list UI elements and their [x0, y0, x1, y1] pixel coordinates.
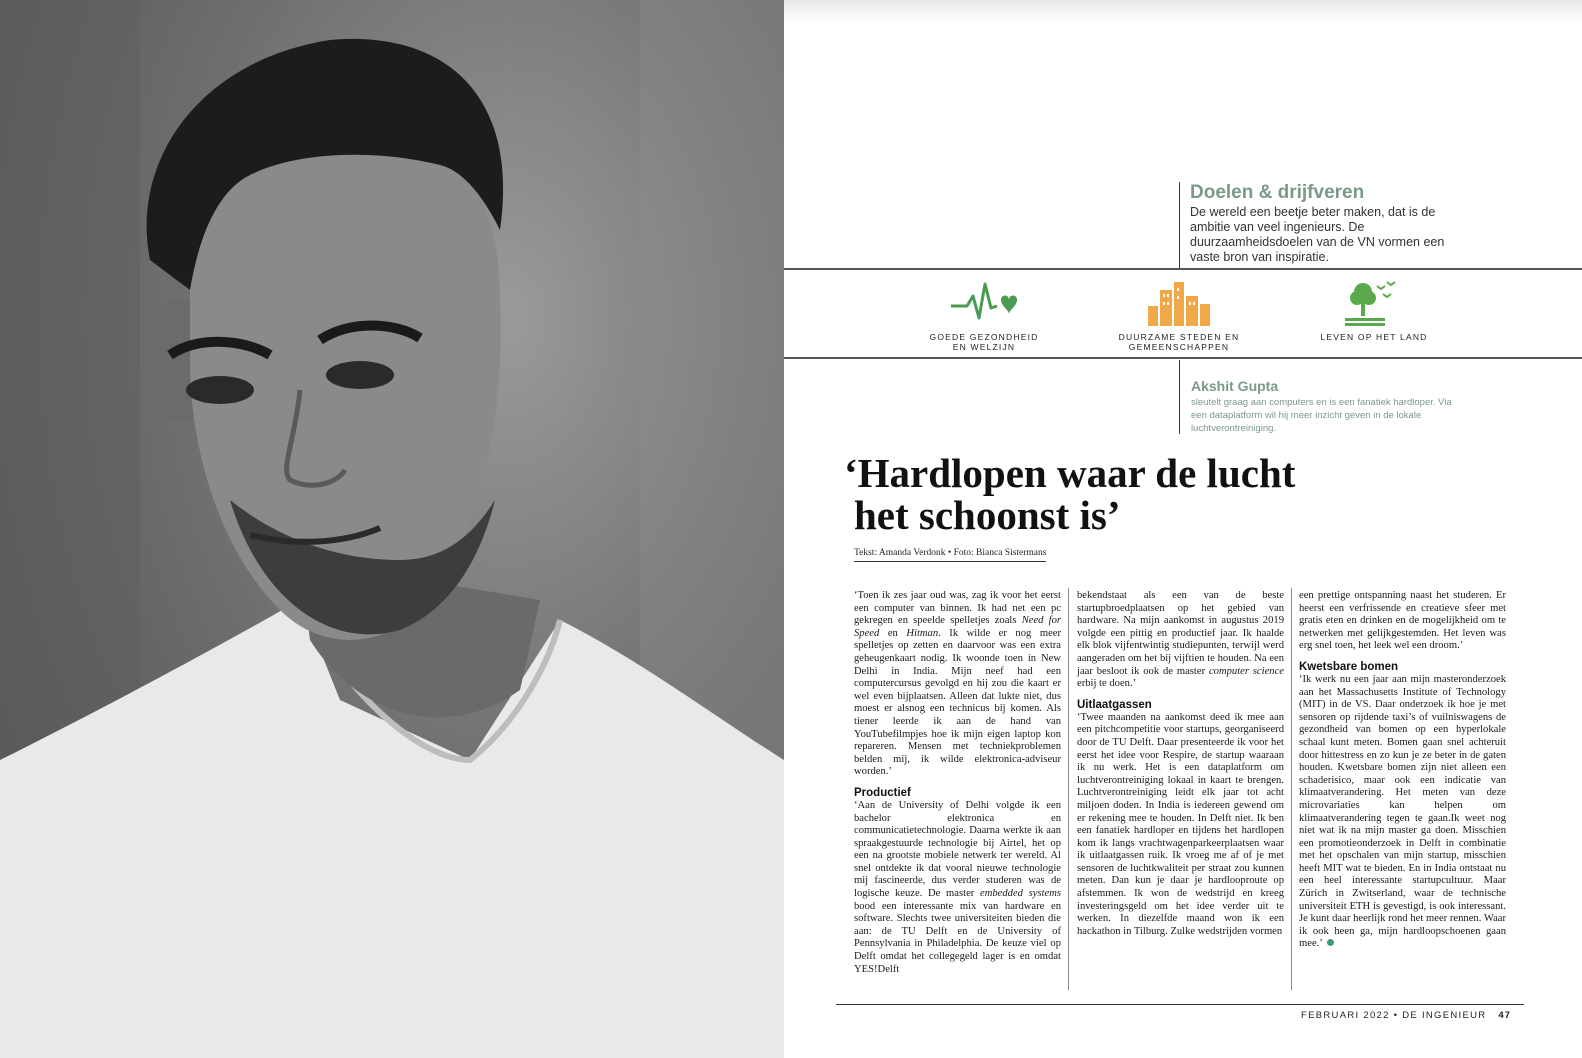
- credit-text: Tekst: Amanda Verdonk: [854, 548, 946, 558]
- headline-line-2: het schoonst is’: [854, 492, 1121, 538]
- sidebar-text: De wereld een beetje beter maken, dat is de ambitie van veel ingenieurs. De duurzaamheidsdoelen van de VN vormen een vaste bron van inspiratie.: [1190, 205, 1445, 264]
- footer-issue: FEBRUARI 2022 • DE INGENIEUR: [1301, 1010, 1487, 1021]
- sidebar-title: Doelen & drijfveren: [1190, 182, 1365, 203]
- headline-line-1: ‘Hardlopen waar de lucht: [844, 450, 1296, 496]
- article-column-1: [854, 590, 1061, 976]
- goal-land: [1289, 278, 1459, 342]
- goal-cities-label-2: GEMEENSCHAPPEN: [1128, 342, 1230, 352]
- person-divider: [1179, 360, 1180, 434]
- subheading-uitlaatgassen: Uitlaatgassen: [1077, 698, 1152, 711]
- paragraph: bekendstaat als een van de beste startupbroedplaatsen op het gebied van hardware. Na mijn aankomst in augustus 2019 volgde een pittig en productief jaar. Ik haalde elk blok vijfentwintig studiepunten, terwijl werd aangeraden om het bij vijftien te houden. Na een jaar besloot ik ook de master computer science erbij te doen.’: [1077, 590, 1284, 690]
- article-page: [784, 0, 1582, 1058]
- goal-cities-label-1: DUURZAME STEDEN EN: [1118, 332, 1240, 342]
- credit-separator: •: [947, 548, 952, 558]
- goal-cities: [1094, 278, 1264, 352]
- portrait-photo: [0, 0, 784, 1058]
- page-top-shade: [784, 0, 1582, 22]
- paragraph: ‘Twee maanden na aankomst deed ik mee aan een pitchcompetitie voor startups, georganiseerd door de TU Delft. Daar presenteerde ik voor het eerst het idee voor Respire, de startup waaraan ik nu werk. Het is een dataplatform om luchtverontreiniging lokaal in kaart te brengen. Luchtverontreiniging leidt elk jaar tot acht miljoen doden. In India is iedereen gewend om er rekening mee te houden. In Delft niet. Ik ben een fanatiek hardloper en tijdens het hardlopen kom ik langs vrachtwagenparkeerplaatsen waar ik uitlaatgassen ruik. Ik vroeg me af of je met sensoren de luchtkwaliteit per straat zou kunnen meten. Dan kun je daar je hardlooproute op afstemmen. Ik won de wedstrijd en kreeg investeringsgeld om het idee verder uit te werken. In diezelfde maand won ik een hackathon in Tilburg. Zulke wedstrijden vormen: [1077, 711, 1284, 937]
- goals-top-rule: [784, 268, 1582, 270]
- heartbeat-icon: [949, 278, 1019, 328]
- subheading-productief: Productief: [854, 786, 911, 799]
- person-name: Akshit Gupta: [1191, 378, 1279, 394]
- goal-health: [899, 278, 1069, 352]
- goal-health-label-2: EN WELZIJN: [952, 342, 1016, 352]
- goal-health-label-1: GOEDE GEZONDHEID: [929, 332, 1039, 342]
- person-description: sleutelt graag aan computers en is een fanatiek hardloper. Via een dataplatform wil hij meer inzicht geven in de lokale luchtverontreiniging.: [1191, 397, 1452, 434]
- column-separator: [1068, 588, 1069, 990]
- footer-rule: [836, 1004, 1524, 1005]
- subheading-kwetsbare-bomen: Kwetsbare bomen: [1299, 660, 1399, 673]
- paragraph: een prettige ontspanning naast het studeren. Er heerst een verfrissende en creatieve sfeer met gratis eten en drinken en de mogelijkheid om te netwerken met gelijkgestemden. Het leven was erg snel toen, het leek wel een droom.’: [1299, 590, 1506, 652]
- article-column-2: [1077, 590, 1284, 938]
- end-mark-icon: [1327, 939, 1334, 946]
- tree-birds-icon: [1339, 278, 1409, 328]
- page-number: 47: [1498, 1010, 1511, 1021]
- page-footer: [1301, 1010, 1511, 1021]
- paragraph: ‘Aan de University of Delhi volgde ik een bachelor elektronica en communicatietechnologie. Daarna werkte ik aan spraakgestuurde technologie bij Airtel, het op een na grootste mobiele netwerk ter wereld. Al snel ontdekte ik dat vooral nieuwe technologie mij fascineerde, dus verder studeren was de logische keuze. De master embedded systems bood een interessante mix van hardware en software. Slechts twee universiteiten bieden die aan: de TU Delft en de University of Pennsylvania in Philadelphia. De keuze viel op Delft omdat het collegegeld lager is en omdat YES!Delft: [854, 799, 1061, 975]
- column-separator: [1291, 588, 1292, 990]
- paragraph: ‘Ik werk nu een jaar aan mijn masteronderzoek aan het Massachusetts Institute of Technology (MIT) in de VS. Daar onderzoek ik hoe je met sensoren op rijdende taxi’s of vuilniswagens de gezondheid van bomen op een hyperlokale schaal kunt meten. Bomen gaan snel achteruit door hittestress en zo kun je ze beter in de gaten houden. Kwetsbare bomen zijn niet alleen een schaderisico, maar ook een indicatie van klimaatverandering. Het meten van deze microvariaties kan helpen om klimaatverandering tegen te gaan.Ik weet nog niet wat ik na mijn master ga doen. Misschien een promotieonderzoek in Delft in combinatie met het opschalen van mijn startup, misschien heeft MIT wat te bieden. En in India ontstaat nu een heel interessante startupcultuur. Maar Zürich in Zwitserland, waar de technische universiteit ETH is gevestigd, is ook interessant. Je kunt daar heerlijk rond het meer rennen. Waar ik ook heen ga, mijn hardloopschoenen gaan mee.’: [1299, 673, 1506, 950]
- paragraph: ‘Toen ik zes jaar oud was, zag ik voor het eerst een computer van binnen. Ik had net een pc gekregen en speelde spelletjes zoals Need for Speed en Hitman. Ik wilde er nog meer spelletjes op zetten en daarvoor was een extra geheugenkaart nodig. Ik woonde toen in New Delhi in India. Mijn neef had een computercursus gevolgd en hij zou die kaart er wel even bijplaatsen. Alleen dat lukte niet, dus moest er alsnog een technicus bij komen. Als tiener leerde ik aan de hand van YouTubefilmpjes hoe ik mijn eigen laptop kon repareren. Mensen met techniekproblemen belden mij, ik wilde elektronica-adviseur worden.’: [854, 590, 1062, 778]
- city-buildings-icon: [1144, 278, 1214, 328]
- portrait-illustration: [0, 0, 784, 1058]
- sidebar-divider: [1179, 182, 1180, 270]
- article-credits: [854, 548, 1046, 562]
- article-headline: [844, 452, 1364, 536]
- article-column-3: [1299, 590, 1506, 951]
- goal-land-label-1: LEVEN OP HET LAND: [1320, 332, 1428, 342]
- goals-bottom-rule: [784, 357, 1582, 359]
- credit-photo: Foto: Bianca Sistermans: [953, 548, 1047, 558]
